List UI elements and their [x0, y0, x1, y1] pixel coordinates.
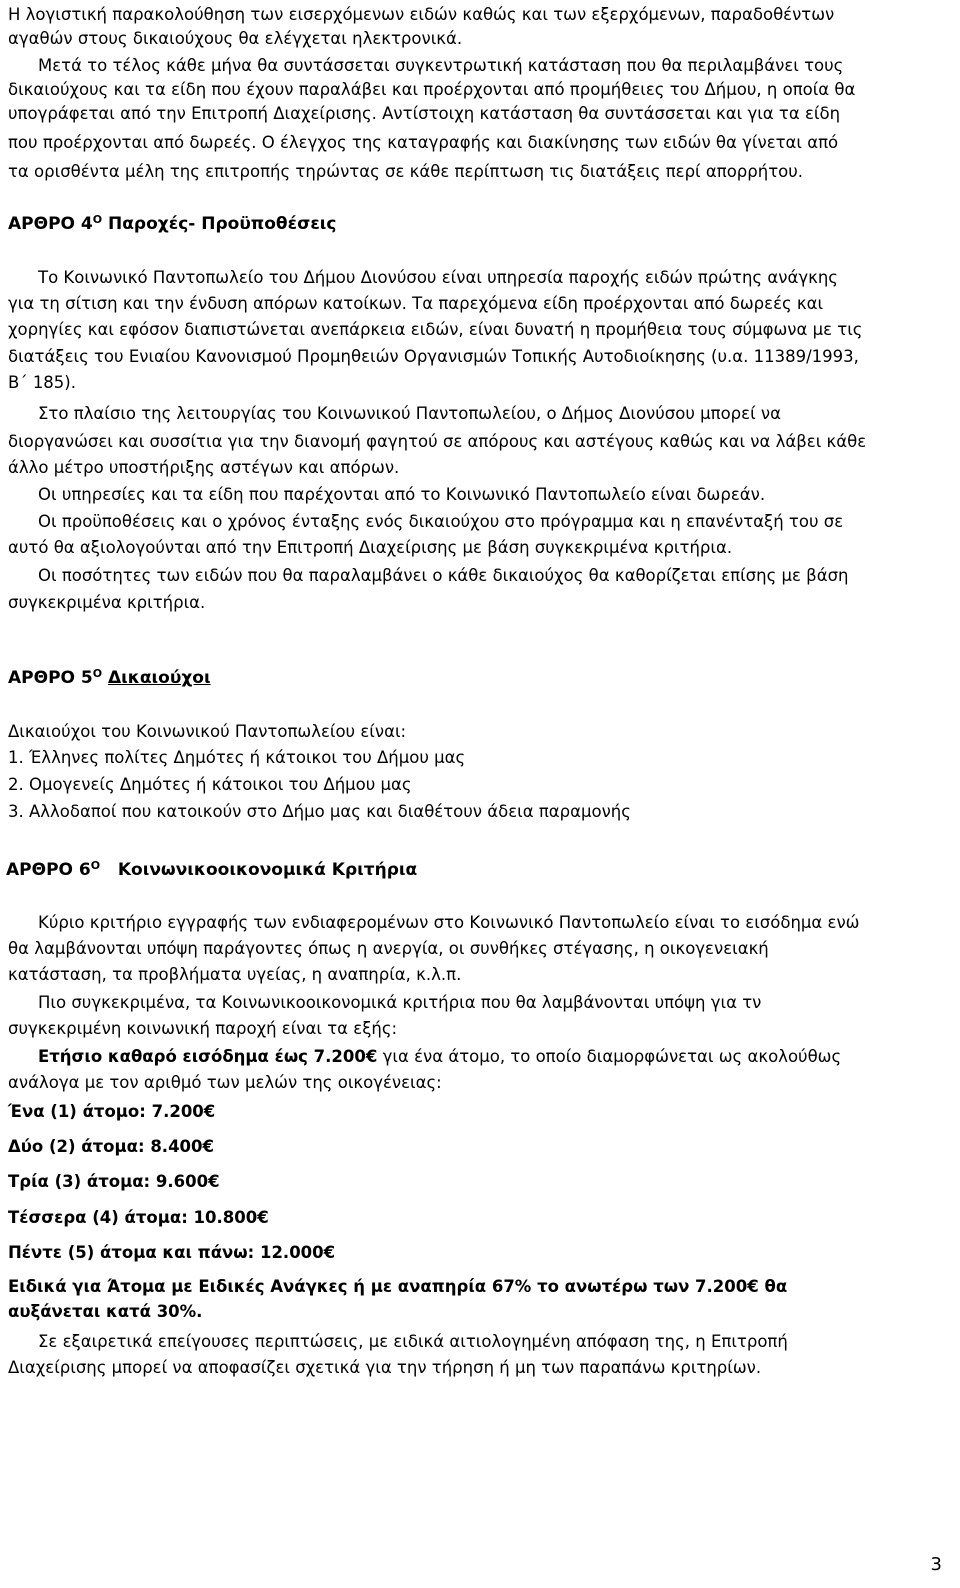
- intro-p2-line1: Μετά το τέλος κάθε μήνα θα συντάσσεται συγκεντρωτική κατάσταση που θα περιλαμβάνει τους: [38, 56, 844, 75]
- art6-p1-line2: θα λαμβάνονται υπόψη παράγοντες όπως η ανεργία, οι συνθήκες στέγασης, η οικογενειακή: [8, 939, 769, 958]
- intro-p1-line1: Η λογιστική παρακολούθηση των εισερχόμενων ειδών καθώς και των εξερχόμενων, παραδοθέντων: [8, 5, 835, 24]
- art4-p1-line2: για τη σίτιση και την ένδυση απόρων κατοίκων. Τα παρεχόμενα είδη προέρχονται από δωρεές και: [8, 294, 824, 313]
- article-6-title: Κοινωνικοοικονομικά Κριτήρια: [117, 860, 418, 880]
- closing-line1: Σε εξαιρετικά επείγουσες περιπτώσεις, με ειδικά αιτιολογημένη απόφαση της, η Επιτροπή: [38, 1332, 788, 1351]
- art4-p2-line1: Στο πλαίσιο της λειτουργίας του Κοινωνικού Παντοπωλείου, ο Δήμος Διονύσου μπορεί να: [38, 404, 781, 423]
- intro-p2-line5: τα ορισθέντα μέλη της επιτροπής τηρώντας σε κάθε περίπτωση τις διατάξεις περί απορρήτου.: [8, 162, 804, 181]
- intro-p2-line4: που προέρχονται από δωρεές. Ο έλεγχος της καταγραφής και διακίνησης των ειδών θα γίνεται από: [8, 133, 839, 152]
- art4-p5-line1: Οι ποσότητες των ειδών που θα παραλαμβάνει ο κάθε δικαιούχος θα καθορίζεται επίσης με βάση: [38, 566, 849, 585]
- art6-p2-line1: Πιο συγκεκριμένα, τα Κοινωνικοοικονομικά κριτήρια που θα λαμβάνονται υπόψη για τν: [38, 993, 762, 1012]
- income-threshold-rest: για ένα άτομο, το οποίο διαμορφώνεται ως ακολούθως: [377, 1047, 842, 1066]
- article-6-heading: [6, 858, 417, 882]
- closing-line2: Διαχείρισης μπορεί να αποφασίζει σχετικά για την τήρηση ή μη των παραπάνω κριτηρίων.: [8, 1358, 762, 1377]
- article-5-title: Δικαιούχοι: [108, 668, 211, 688]
- art4-p5-line2: συγκεκριμένα κριτήρια.: [8, 593, 206, 612]
- art6-p1-line3: κατάσταση, τα προβλήματα υγείας, η αναπηρία, κ.λ.π.: [8, 965, 462, 984]
- art4-p1-line5: Β΄ 185).: [8, 373, 76, 392]
- article-4-ordinal: Ο: [92, 213, 103, 226]
- art4-p1-line3: χορηγίες και εφόσον διαπιστώνεται ανεπάρκεια ειδών, είναι δυνατή η προμήθεια τους σύμφωνα με τις: [8, 320, 863, 339]
- special-needs-line1: Ειδικά για Άτομα με Ειδικές Ανάγκες ή με αναπηρία 67% το ανωτέρω των 7.200€ θα: [8, 1277, 788, 1296]
- bracket-4: Τέσσερα (4) άτομα: 10.800€: [8, 1208, 269, 1227]
- art5-item-3: 3. Αλλοδαποί που κατοικούν στο Δήμο μας και διαθέτουν άδεια παραμονής: [8, 802, 631, 821]
- art6-income-line2: ανάλογα με τον αριθμό των μελών της οικογένειας:: [8, 1073, 442, 1092]
- art6-p2-line2: συγκεκριμένη κοινωνική παροχή είναι τα εξής:: [8, 1019, 398, 1038]
- article-5-label: ΑΡΘΡΟ 5: [8, 668, 93, 688]
- intro-p1-line2: αγαθών στους δικαιούχους θα ελέγχεται ηλεκτρονικά.: [8, 29, 463, 48]
- art6-p1-line1: Κύριο κριτήριο εγγραφής των ενδιαφερομένων στο Κοινωνικό Παντοπωλείο είναι το εισόδημα ενώ: [38, 913, 860, 932]
- article-4-heading: [8, 212, 336, 236]
- art5-item-1: 1. Έλληνες πολίτες Δημότες ή κάτοικοι του Δήμου μας: [8, 748, 466, 767]
- special-needs-line2: αυξάνεται κατά 30%.: [8, 1302, 203, 1321]
- art4-p1-line4: διατάξεις του Ενιαίου Κανονισμού Προμηθειών Οργανισμών Τοπικής Αυτοδιοίκησης (υ.α. 11389/1993,: [8, 347, 859, 366]
- art4-p2-line3: άλλο μέτρο υποστήριξης αστέγων και απόρων.: [8, 458, 400, 477]
- article-4-title: Παροχές- Προϋποθέσεις: [108, 214, 337, 234]
- article-6-ordinal: Ο: [90, 859, 101, 872]
- article-4-label: ΑΡΘΡΟ 4: [8, 214, 93, 234]
- art4-p4-line1: Οι προϋποθέσεις και ο χρόνος ένταξης ενός δικαιούχου στο πρόγραμμα και η επανένταξή του σε: [38, 512, 844, 531]
- income-threshold: Ετήσιο καθαρό εισόδημα έως 7.200€: [38, 1047, 378, 1066]
- art5-intro: Δικαιούχοι του Κοινωνικού Παντοπωλείου είναι:: [8, 722, 407, 741]
- art5-item-2: 2. Ομογενείς Δημότες ή κάτοικοι του Δήμου μας: [8, 775, 412, 794]
- page-number: 3: [930, 1554, 942, 1575]
- article-5-ordinal: Ο: [92, 667, 103, 680]
- art4-p3: Οι υπηρεσίες και τα είδη που παρέχονται από το Κοινωνικό Παντοπωλείο είναι δωρεάν.: [38, 485, 766, 504]
- art4-p1-line1: Το Κοινωνικό Παντοπωλείο του Δήμου Διονύσου είναι υπηρεσία παροχής ειδών πρώτης ανάγκης: [38, 268, 838, 287]
- bracket-3: Τρία (3) άτομα: 9.600€: [8, 1172, 220, 1191]
- intro-p2-line3: υπογράφεται από την Επιτροπή Διαχείρισης. Αντίστοιχη κατάσταση θα συντάσσεται και για τα είδη: [8, 104, 841, 123]
- art6-income-line1: [8, 1045, 960, 1069]
- bracket-5: Πέντε (5) άτομα και πάνω: 12.000€: [8, 1243, 336, 1262]
- art4-p4-line2: αυτό θα αξιολογούνται από την Επιτροπή Διαχείρισης με βάση συγκεκριμένα κριτήρια.: [8, 538, 733, 557]
- art4-p2-line2: διοργανώσει και συσσίτια για την διανομή φαγητού σε απόρους και αστέγους καθώς και να λάβει κάθε: [8, 432, 867, 451]
- intro-p2-line2: δικαιούχους και τα είδη που έχουν παραλάβει και προέρχονται από προμήθειες του Δήμου, η οποία θα: [8, 80, 856, 99]
- article-5-heading: [8, 666, 211, 690]
- bracket-2: Δύο (2) άτομα: 8.400€: [8, 1137, 214, 1156]
- bracket-1: Ένα (1) άτομο: 7.200€: [8, 1102, 216, 1121]
- article-6-label: ΑΡΘΡΟ 6: [6, 860, 91, 880]
